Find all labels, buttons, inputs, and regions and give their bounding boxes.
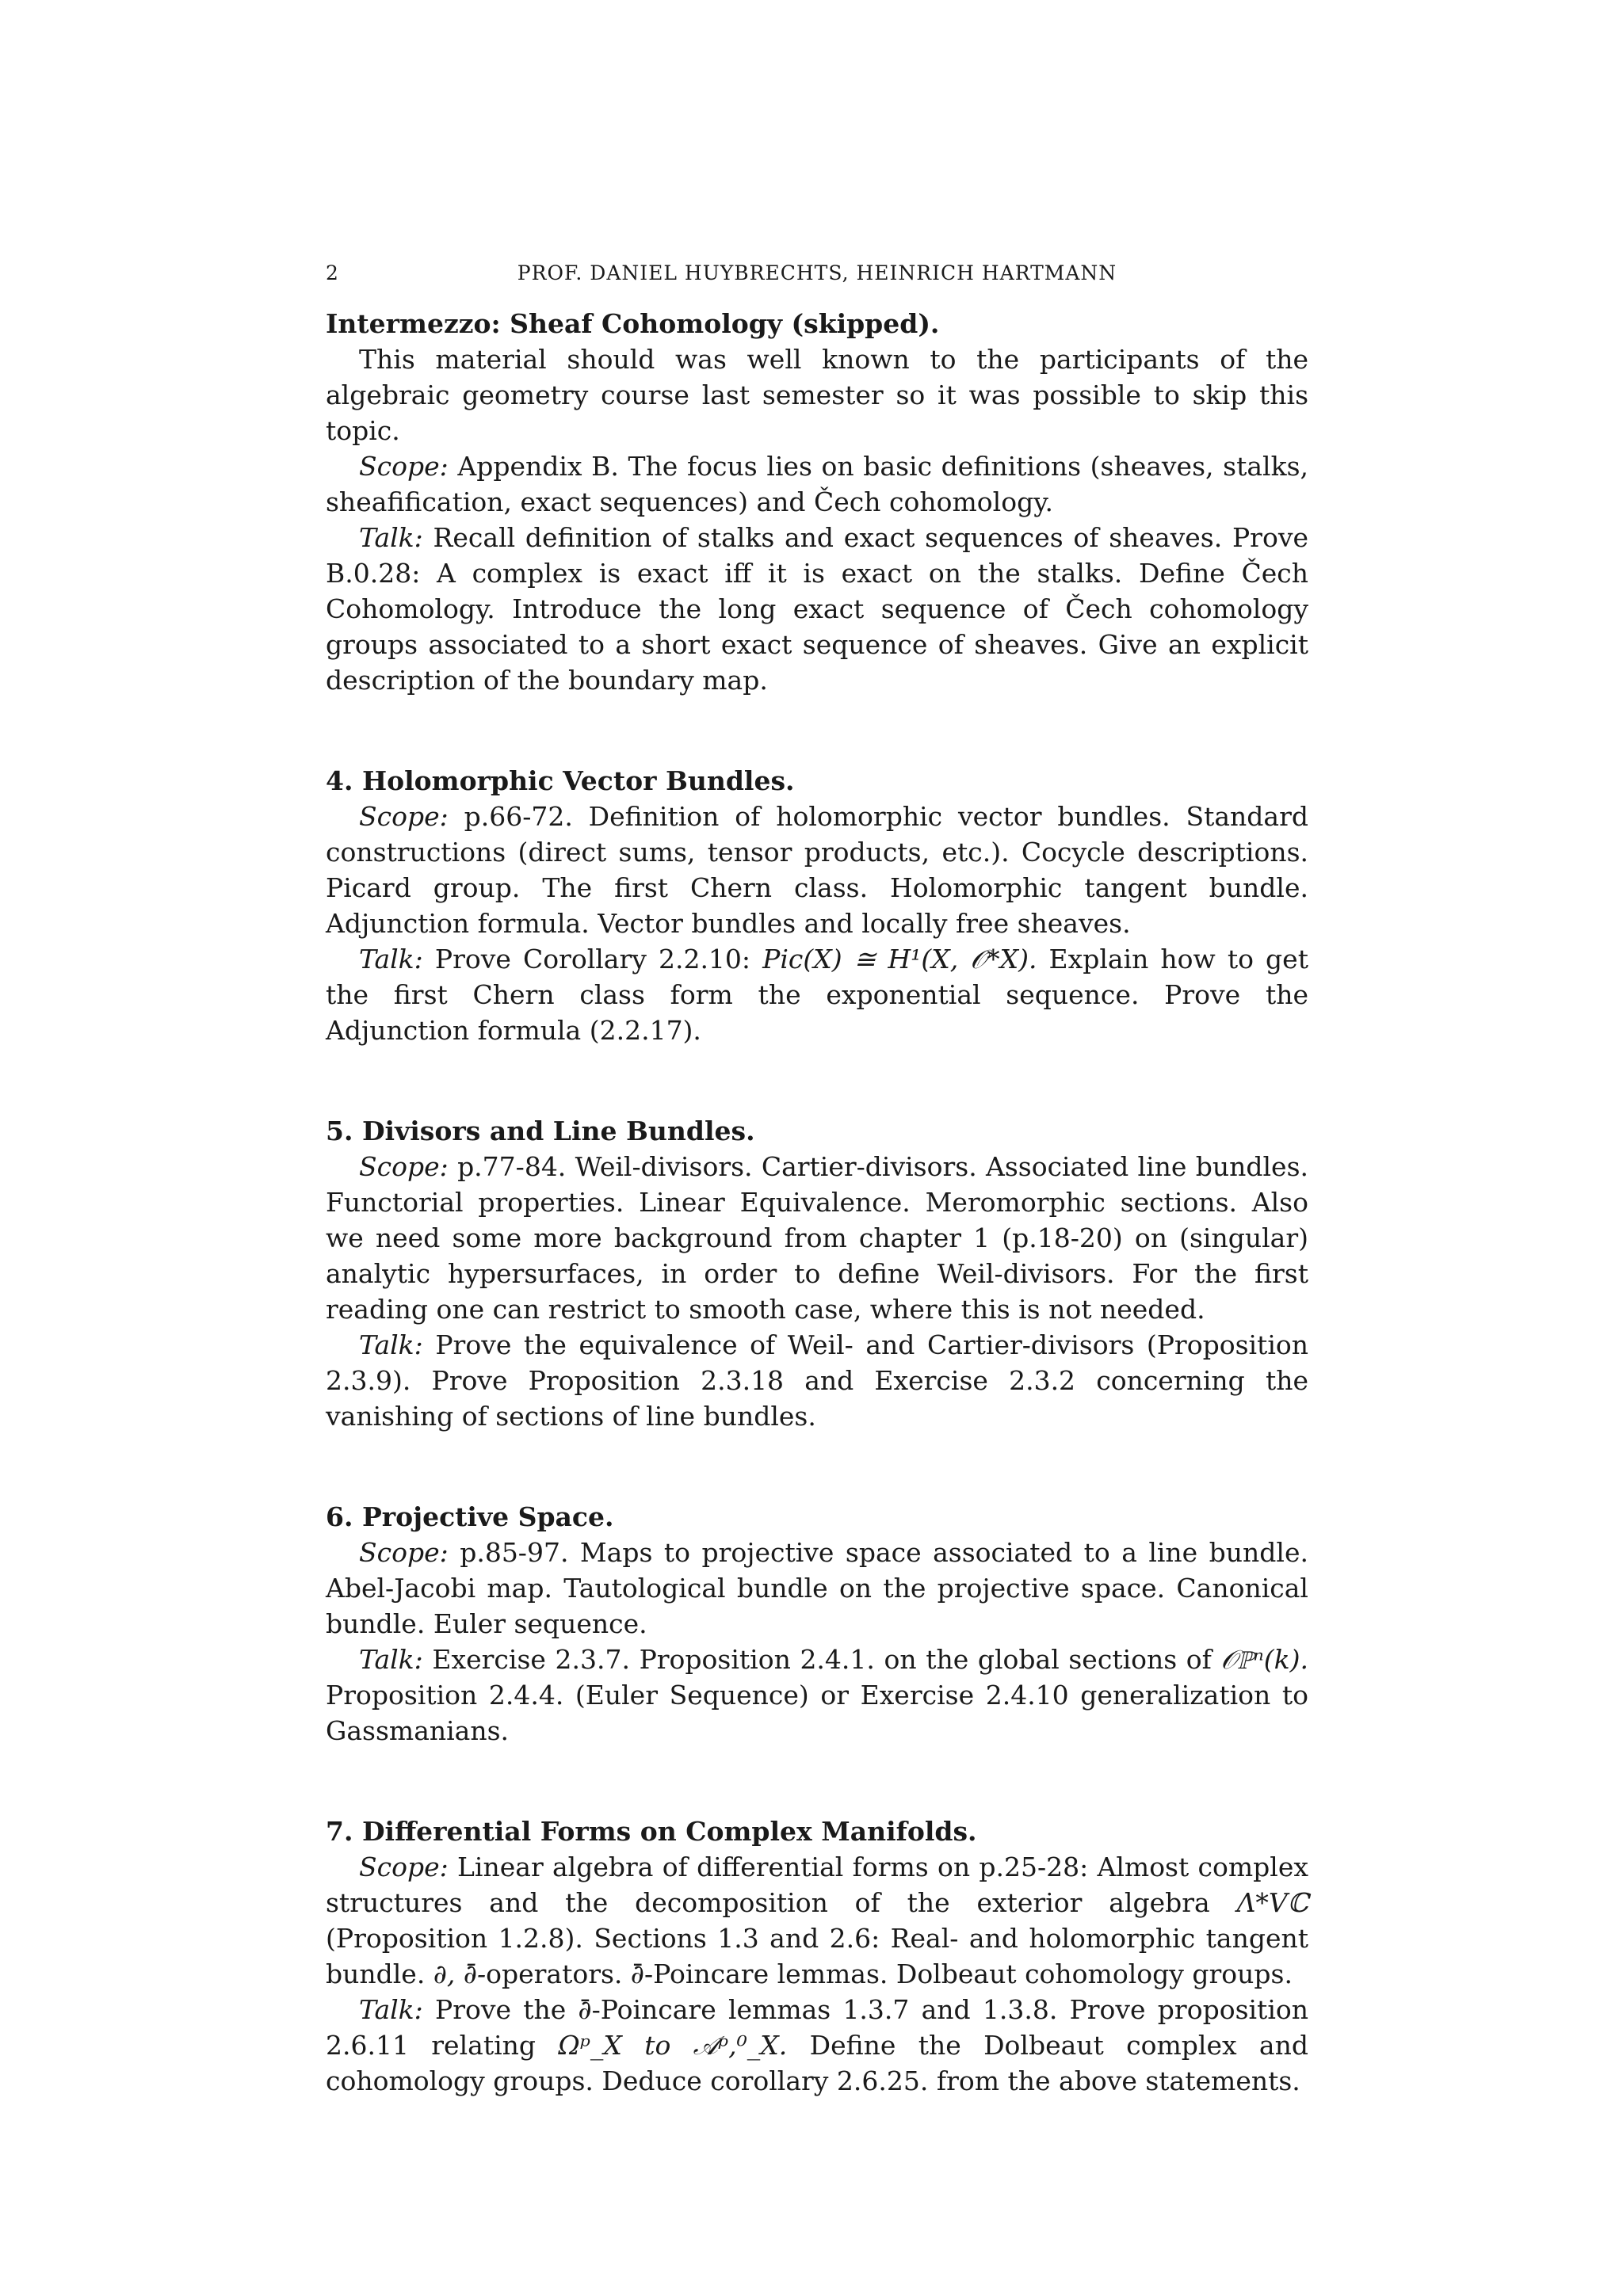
talk-text-continued: Proposition 2.4.4. (Euler Sequence) or Exercise 2.4.10 generalization to Gassmanians. xyxy=(326,1680,1308,1746)
math-formula: 𝒪ℙⁿ(k). xyxy=(1220,1644,1308,1675)
talk-label: Talk: xyxy=(359,1644,423,1675)
scope-paragraph xyxy=(326,799,1308,941)
scope-paragraph xyxy=(326,448,1308,520)
scope-paragraph xyxy=(326,1849,1308,1992)
math-formula: Λ*Vℂ xyxy=(1236,1887,1308,1918)
scope-text: p.66-72. Definition of holomorphic vector bundles. Standard constructions (direct sums, tensor products, etc.). Cocycle descriptions. Picard group. The first Chern class. Holomorphic tangent bundle. Adjunction formula. Vector bundles and locally free sheaves. xyxy=(326,801,1308,939)
scope-text: p.77-84. Weil-divisors. Cartier-divisors. Associated line bundles. Functorial properties. Linear Equivalence. Meromorphic sections. Also we need some more background from chapter 1 (p.18-20) on (singular) analytic hypersurfaces, in order to define Weil-divisors. For the first reading one can restrict to smooth case, where this is not needed. xyxy=(326,1151,1308,1325)
scope-label: Scope: xyxy=(359,1537,449,1568)
math-operators: ∂, ∂̄- xyxy=(433,1958,487,1989)
math-formula: Pic(X) ≅ H¹(X, 𝒪*X). xyxy=(762,944,1037,974)
running-header xyxy=(326,261,1308,293)
talk-text: Exercise 2.3.7. Proposition 2.4.1. on the global sections of xyxy=(432,1644,1212,1675)
scope-paragraph xyxy=(326,1149,1308,1327)
scope-label: Scope: xyxy=(359,801,449,832)
page-number: 2 xyxy=(326,261,339,284)
math-formula: Ωᵖ_X to 𝒜ᵖ,⁰_X. xyxy=(558,2030,788,2061)
section-title: 6. Projective Space. xyxy=(326,1501,614,1532)
section-title: 5. Divisors and Line Bundles. xyxy=(326,1116,755,1146)
section-intermezzo xyxy=(326,306,1308,698)
talk-paragraph xyxy=(326,941,1308,1048)
section-title: 7. Differential Forms on Complex Manifolds. xyxy=(326,1816,977,1847)
talk-text: Prove Corollary 2.2.10: xyxy=(434,944,751,974)
scope-label: Scope: xyxy=(359,451,449,482)
section-projective-space xyxy=(326,1499,1308,1749)
scope-paragraph xyxy=(326,1535,1308,1642)
talk-text: Prove the equivalence of Weil- and Cartier-divisors (Proposition 2.3.9). Prove Proposition 2.3.18 and Exercise 2.3.2 concerning the vanishing of sections of line bundles. xyxy=(326,1329,1308,1432)
section-title: Intermezzo: Sheaf Cohomology (skipped). xyxy=(326,308,940,339)
section-holomorphic-vector-bundles xyxy=(326,763,1308,1048)
scope-text: Linear algebra of differential forms on p.25-28: Almost complex structures and the decomposition of the exterior algebra xyxy=(326,1852,1308,1918)
scope-text: p.85-97. Maps to projective space associated to a line bundle. Abel-Jacobi map. Tautological bundle on the projective space. Canonical bundle. Euler sequence. xyxy=(326,1537,1308,1639)
talk-text: Prove the ∂̄-Poincare lemmas 1.3.7 and 1.3.8. Prove proposition 2.6.11 relating xyxy=(326,1994,1308,2061)
talk-label: Talk: xyxy=(359,1994,423,2025)
intro-paragraph: This material should was well known to the participants of the algebraic geometry course last semester so it was possible to skip this topic. xyxy=(326,344,1308,446)
talk-paragraph xyxy=(326,1642,1308,1749)
talk-paragraph xyxy=(326,1992,1308,2099)
talk-label: Talk: xyxy=(359,1329,423,1360)
talk-text: Recall definition of stalks and exact sequences of sheaves. Prove B.0.28: A complex is exact iff it is exact on the stalks. Define Čech Cohomology. Introduce the long exact sequence of Čech cohomology groups associated to a short exact sequence of sheaves. Give an explicit description of the boundary map. xyxy=(326,522,1308,696)
author-line: PROF. DANIEL HUYBRECHTS, HEINRICH HARTMANN xyxy=(517,261,1117,284)
talk-label: Talk: xyxy=(359,944,423,974)
talk-text-continued: Explain how to get the first Chern class form the exponential sequence. Prove the Adjunction formula (2.2.17). xyxy=(326,944,1308,1046)
talk-paragraph xyxy=(326,1327,1308,1434)
talk-text-continued: Define the Dolbeaut complex and cohomology groups. Deduce corollary 2.6.25. from the above statements. xyxy=(326,2030,1308,2096)
section-differential-forms xyxy=(326,1814,1308,2099)
scope-label: Scope: xyxy=(359,1852,449,1882)
section-title: 4. Holomorphic Vector Bundles. xyxy=(326,765,795,796)
talk-paragraph xyxy=(326,520,1308,698)
scope-text-end: operators. ∂̄-Poincare lemmas. Dolbeaut cohomology groups. xyxy=(486,1958,1293,1989)
talk-label: Talk: xyxy=(359,522,423,553)
scope-label: Scope: xyxy=(359,1151,449,1182)
section-divisors-line-bundles xyxy=(326,1113,1308,1434)
scope-text-continued: (Proposition 1.2.8). Sections 1.3 and 2.6: Real- and holomorphic tangent bundle. xyxy=(326,1923,1308,1989)
document-page xyxy=(326,261,1308,2099)
scope-text: Appendix B. The focus lies on basic definitions (sheaves, stalks, sheafification, exact sequences) and Čech cohomology. xyxy=(326,451,1308,517)
